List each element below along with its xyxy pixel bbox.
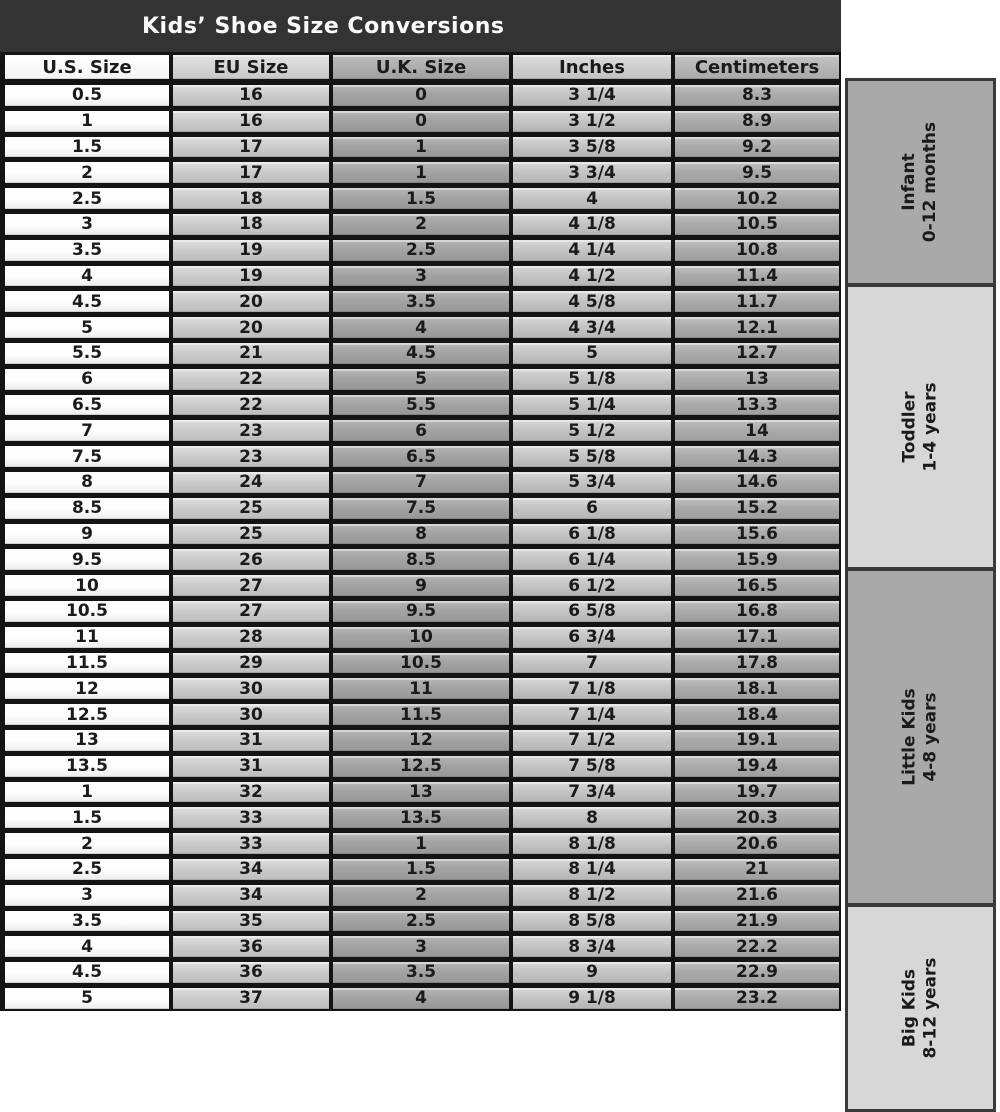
cell-uk-size: 11.5 <box>331 701 511 727</box>
age-band-label: Toddler <box>899 391 920 463</box>
table-row <box>3 340 841 366</box>
cell-inches: 5 3/4 <box>511 469 673 495</box>
cell-centimeters: 10.2 <box>673 185 841 211</box>
cell-centimeters: 16.5 <box>673 572 841 598</box>
cell-uk-size: 1 <box>331 134 511 160</box>
cell-inches: 8 1/8 <box>511 830 673 856</box>
cell-inches: 7 5/8 <box>511 753 673 779</box>
cell-uk-size: 1.5 <box>331 185 511 211</box>
cell-centimeters: 17.1 <box>673 624 841 650</box>
table-row <box>3 933 841 959</box>
column-header-centimeters: Centimeters <box>673 52 841 82</box>
table-row <box>3 314 841 340</box>
cell-uk-size: 4 <box>331 314 511 340</box>
column-header-us-size: U.S. Size <box>3 52 171 82</box>
age-band-range: 4-8 years <box>920 692 941 782</box>
cell-us-size: 4.5 <box>3 288 171 314</box>
cell-eu-size: 20 <box>171 314 331 340</box>
cell-inches: 3 1/4 <box>511 82 673 108</box>
cell-eu-size: 27 <box>171 598 331 624</box>
table-row <box>3 985 841 1011</box>
cell-inches: 5 5/8 <box>511 443 673 469</box>
cell-eu-size: 33 <box>171 804 331 830</box>
cell-uk-size: 8.5 <box>331 546 511 572</box>
cell-eu-size: 24 <box>171 469 331 495</box>
cell-eu-size: 27 <box>171 572 331 598</box>
cell-centimeters: 20.6 <box>673 830 841 856</box>
cell-inches: 5 1/8 <box>511 366 673 392</box>
cell-us-size: 7 <box>3 417 171 443</box>
cell-us-size: 13 <box>3 727 171 753</box>
cell-centimeters: 16.8 <box>673 598 841 624</box>
cell-centimeters: 11.4 <box>673 263 841 289</box>
cell-eu-size: 19 <box>171 263 331 289</box>
cell-eu-size: 34 <box>171 856 331 882</box>
cell-centimeters: 18.1 <box>673 675 841 701</box>
cell-uk-size: 2 <box>331 211 511 237</box>
cell-eu-size: 16 <box>171 82 331 108</box>
age-band-infant <box>845 78 996 286</box>
table-row <box>3 959 841 985</box>
cell-centimeters: 22.9 <box>673 959 841 985</box>
chart-title: Kids’ Shoe Size Conversions <box>0 0 841 52</box>
cell-eu-size: 36 <box>171 933 331 959</box>
cell-us-size: 10 <box>3 572 171 598</box>
table-row <box>3 521 841 547</box>
cell-centimeters: 8.3 <box>673 82 841 108</box>
cell-uk-size: 1 <box>331 159 511 185</box>
table-row <box>3 572 841 598</box>
cell-uk-size: 0 <box>331 108 511 134</box>
cell-eu-size: 26 <box>171 546 331 572</box>
cell-uk-size: 4 <box>331 985 511 1011</box>
cell-us-size: 2.5 <box>3 185 171 211</box>
cell-centimeters: 19.7 <box>673 779 841 805</box>
age-band-text <box>900 383 942 472</box>
cell-inches: 6 3/4 <box>511 624 673 650</box>
cell-us-size: 3 <box>3 882 171 908</box>
table-row <box>3 237 841 263</box>
cell-centimeters: 23.2 <box>673 985 841 1011</box>
cell-uk-size: 2.5 <box>331 237 511 263</box>
cell-centimeters: 15.2 <box>673 495 841 521</box>
conversion-table <box>0 52 841 1011</box>
table-row <box>3 908 841 934</box>
table-row <box>3 288 841 314</box>
cell-inches: 4 5/8 <box>511 288 673 314</box>
table-row <box>3 804 841 830</box>
cell-uk-size: 5 <box>331 366 511 392</box>
table-row <box>3 779 841 805</box>
cell-eu-size: 25 <box>171 521 331 547</box>
cell-centimeters: 20.3 <box>673 804 841 830</box>
table-row <box>3 211 841 237</box>
cell-us-size: 8 <box>3 469 171 495</box>
cell-centimeters: 10.8 <box>673 237 841 263</box>
cell-centimeters: 21.9 <box>673 908 841 934</box>
cell-inches: 3 3/4 <box>511 159 673 185</box>
table-row <box>3 366 841 392</box>
cell-inches: 8 3/4 <box>511 933 673 959</box>
age-band-big-kids <box>845 904 996 1112</box>
cell-centimeters: 14.3 <box>673 443 841 469</box>
cell-centimeters: 17.8 <box>673 650 841 676</box>
cell-uk-size: 13.5 <box>331 804 511 830</box>
age-band-label: Infant <box>899 153 920 211</box>
cell-uk-size: 12 <box>331 727 511 753</box>
cell-uk-size: 13 <box>331 779 511 805</box>
cell-centimeters: 19.4 <box>673 753 841 779</box>
cell-uk-size: 0 <box>331 82 511 108</box>
cell-uk-size: 5.5 <box>331 392 511 418</box>
cell-inches: 3 5/8 <box>511 134 673 160</box>
table-row <box>3 469 841 495</box>
cell-eu-size: 36 <box>171 959 331 985</box>
cell-us-size: 1.5 <box>3 134 171 160</box>
cell-inches: 4 <box>511 185 673 211</box>
table-row <box>3 82 841 108</box>
cell-uk-size: 9.5 <box>331 598 511 624</box>
table-row <box>3 546 841 572</box>
cell-eu-size: 17 <box>171 134 331 160</box>
table-row <box>3 263 841 289</box>
age-band-text <box>900 122 942 242</box>
age-band-little-kids <box>845 568 996 905</box>
cell-us-size: 3 <box>3 211 171 237</box>
cell-centimeters: 14.6 <box>673 469 841 495</box>
cell-inches: 8 1/2 <box>511 882 673 908</box>
cell-us-size: 13.5 <box>3 753 171 779</box>
table-row <box>3 727 841 753</box>
cell-centimeters: 13 <box>673 366 841 392</box>
table-row <box>3 830 841 856</box>
cell-uk-size: 4.5 <box>331 340 511 366</box>
table-row <box>3 753 841 779</box>
table-row <box>3 598 841 624</box>
cell-centimeters: 12.1 <box>673 314 841 340</box>
cell-eu-size: 23 <box>171 443 331 469</box>
age-band-label: Little Kids <box>899 688 920 786</box>
cell-inches: 8 <box>511 804 673 830</box>
cell-centimeters: 12.7 <box>673 340 841 366</box>
cell-inches: 6 1/8 <box>511 521 673 547</box>
table-row <box>3 159 841 185</box>
cell-centimeters: 11.7 <box>673 288 841 314</box>
cell-eu-size: 33 <box>171 830 331 856</box>
cell-us-size: 12 <box>3 675 171 701</box>
cell-inches: 7 1/2 <box>511 727 673 753</box>
cell-us-size: 2.5 <box>3 856 171 882</box>
cell-us-size: 3.5 <box>3 237 171 263</box>
cell-centimeters: 14 <box>673 417 841 443</box>
cell-eu-size: 29 <box>171 650 331 676</box>
cell-inches: 5 1/4 <box>511 392 673 418</box>
cell-centimeters: 8.9 <box>673 108 841 134</box>
cell-centimeters: 15.6 <box>673 521 841 547</box>
cell-inches: 8 5/8 <box>511 908 673 934</box>
cell-us-size: 8.5 <box>3 495 171 521</box>
table-row <box>3 495 841 521</box>
cell-eu-size: 16 <box>171 108 331 134</box>
cell-us-size: 4 <box>3 933 171 959</box>
cell-eu-size: 17 <box>171 159 331 185</box>
cell-inches: 3 1/2 <box>511 108 673 134</box>
cell-uk-size: 3.5 <box>331 959 511 985</box>
cell-centimeters: 15.9 <box>673 546 841 572</box>
cell-eu-size: 20 <box>171 288 331 314</box>
cell-eu-size: 35 <box>171 908 331 934</box>
cell-eu-size: 37 <box>171 985 331 1011</box>
cell-us-size: 2 <box>3 159 171 185</box>
cell-eu-size: 18 <box>171 211 331 237</box>
table-row <box>3 856 841 882</box>
cell-uk-size: 10 <box>331 624 511 650</box>
cell-uk-size: 7.5 <box>331 495 511 521</box>
cell-inches: 4 1/4 <box>511 237 673 263</box>
cell-eu-size: 23 <box>171 417 331 443</box>
cell-eu-size: 21 <box>171 340 331 366</box>
cell-uk-size: 6.5 <box>331 443 511 469</box>
cell-centimeters: 9.5 <box>673 159 841 185</box>
cell-inches: 9 <box>511 959 673 985</box>
cell-uk-size: 8 <box>331 521 511 547</box>
cell-eu-size: 22 <box>171 366 331 392</box>
cell-uk-size: 10.5 <box>331 650 511 676</box>
cell-us-size: 7.5 <box>3 443 171 469</box>
cell-eu-size: 34 <box>171 882 331 908</box>
cell-us-size: 1.5 <box>3 804 171 830</box>
cell-uk-size: 1 <box>331 830 511 856</box>
cell-eu-size: 25 <box>171 495 331 521</box>
cell-us-size: 11.5 <box>3 650 171 676</box>
cell-us-size: 5 <box>3 985 171 1011</box>
table-body <box>3 82 841 1011</box>
cell-eu-size: 31 <box>171 727 331 753</box>
cell-inches: 4 1/8 <box>511 211 673 237</box>
cell-us-size: 0.5 <box>3 82 171 108</box>
age-band-range: 0-12 months <box>920 122 941 243</box>
cell-eu-size: 30 <box>171 675 331 701</box>
column-header-inches: Inches <box>511 52 673 82</box>
column-header-uk-size: U.K. Size <box>331 52 511 82</box>
table-row <box>3 443 841 469</box>
cell-eu-size: 28 <box>171 624 331 650</box>
cell-us-size: 12.5 <box>3 701 171 727</box>
table-row <box>3 650 841 676</box>
cell-us-size: 9.5 <box>3 546 171 572</box>
cell-eu-size: 32 <box>171 779 331 805</box>
cell-uk-size: 3 <box>331 263 511 289</box>
table-row <box>3 108 841 134</box>
cell-uk-size: 11 <box>331 675 511 701</box>
cell-centimeters: 21.6 <box>673 882 841 908</box>
table-row <box>3 624 841 650</box>
cell-uk-size: 3.5 <box>331 288 511 314</box>
cell-uk-size: 2.5 <box>331 908 511 934</box>
cell-inches: 7 3/4 <box>511 779 673 805</box>
cell-inches: 6 1/4 <box>511 546 673 572</box>
cell-inches: 4 3/4 <box>511 314 673 340</box>
cell-centimeters: 18.4 <box>673 701 841 727</box>
table-row <box>3 701 841 727</box>
cell-us-size: 3.5 <box>3 908 171 934</box>
cell-eu-size: 19 <box>171 237 331 263</box>
cell-inches: 6 <box>511 495 673 521</box>
cell-inches: 7 1/8 <box>511 675 673 701</box>
column-header-eu-size: EU Size <box>171 52 331 82</box>
cell-us-size: 11 <box>3 624 171 650</box>
cell-uk-size: 12.5 <box>331 753 511 779</box>
age-band-range: 8-12 years <box>920 957 941 1059</box>
cell-inches: 5 1/2 <box>511 417 673 443</box>
cell-uk-size: 3 <box>331 933 511 959</box>
cell-inches: 8 1/4 <box>511 856 673 882</box>
cell-inches: 6 1/2 <box>511 572 673 598</box>
cell-inches: 7 1/4 <box>511 701 673 727</box>
table-header-row <box>3 52 841 82</box>
cell-centimeters: 10.5 <box>673 211 841 237</box>
age-band-toddler <box>845 284 996 570</box>
cell-uk-size: 2 <box>331 882 511 908</box>
cell-us-size: 4 <box>3 263 171 289</box>
age-group-sidebar <box>843 0 1000 1059</box>
cell-eu-size: 22 <box>171 392 331 418</box>
table-row <box>3 392 841 418</box>
cell-us-size: 2 <box>3 830 171 856</box>
cell-us-size: 1 <box>3 108 171 134</box>
cell-centimeters: 22.2 <box>673 933 841 959</box>
cell-us-size: 5 <box>3 314 171 340</box>
table-row <box>3 185 841 211</box>
cell-us-size: 6 <box>3 366 171 392</box>
cell-inches: 5 <box>511 340 673 366</box>
age-band-range: 1-4 years <box>920 382 941 472</box>
cell-us-size: 1 <box>3 779 171 805</box>
cell-centimeters: 9.2 <box>673 134 841 160</box>
cell-centimeters: 19.1 <box>673 727 841 753</box>
cell-uk-size: 1.5 <box>331 856 511 882</box>
cell-centimeters: 13.3 <box>673 392 841 418</box>
age-band-text <box>899 957 941 1058</box>
cell-eu-size: 18 <box>171 185 331 211</box>
cell-us-size: 10.5 <box>3 598 171 624</box>
cell-inches: 4 1/2 <box>511 263 673 289</box>
cell-us-size: 4.5 <box>3 959 171 985</box>
cell-inches: 9 1/8 <box>511 985 673 1011</box>
cell-uk-size: 6 <box>331 417 511 443</box>
cell-centimeters: 21 <box>673 856 841 882</box>
cell-eu-size: 31 <box>171 753 331 779</box>
cell-us-size: 5.5 <box>3 340 171 366</box>
cell-uk-size: 9 <box>331 572 511 598</box>
table-row <box>3 417 841 443</box>
table-row <box>3 134 841 160</box>
table-row <box>3 882 841 908</box>
cell-eu-size: 30 <box>171 701 331 727</box>
cell-inches: 6 5/8 <box>511 598 673 624</box>
age-band-label: Big Kids <box>899 968 920 1047</box>
age-band-text <box>899 688 941 785</box>
cell-uk-size: 7 <box>331 469 511 495</box>
table-row <box>3 675 841 701</box>
cell-us-size: 6.5 <box>3 392 171 418</box>
cell-us-size: 9 <box>3 521 171 547</box>
cell-inches: 7 <box>511 650 673 676</box>
